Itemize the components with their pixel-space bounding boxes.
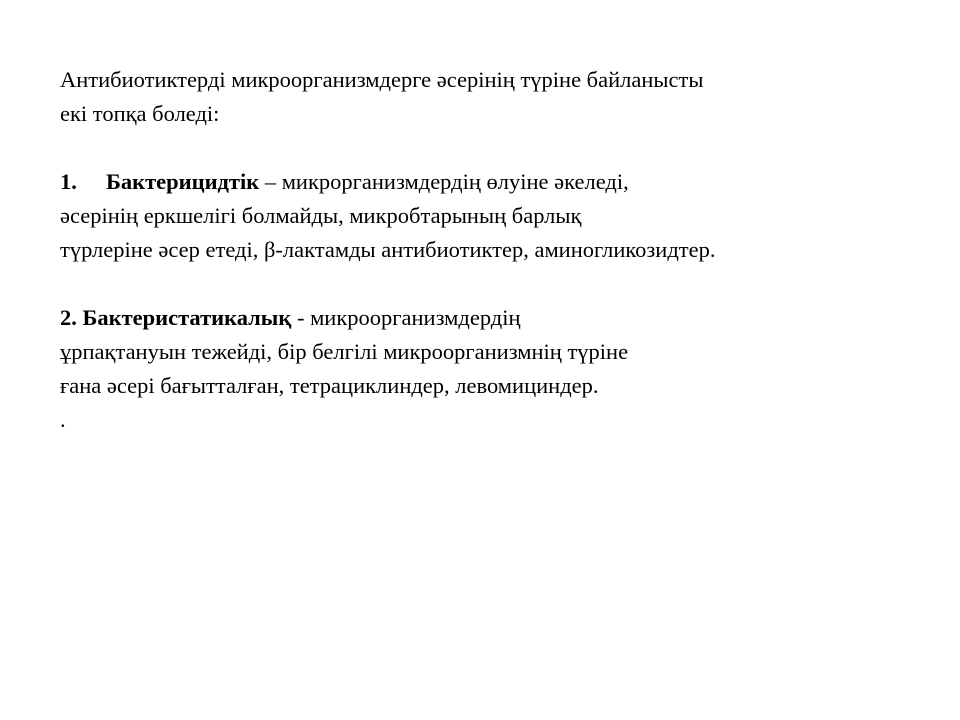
item1-rest: – микрорганизмдердің өлуіне әкеледі,	[259, 169, 629, 194]
intro-line-2: екі топқа боледі:	[60, 101, 220, 126]
item1-line-2: әсерінің еркшелігі болмайды, микробтарының барлық	[60, 203, 582, 228]
intro-line-1: Антибиотиктерді микроорганизмдерге әсерінің түріне байланысты	[60, 67, 704, 92]
item1-line-3: түрлеріне әсер етеді, β-лактамды антибиотиктер, аминогликозидтер.	[60, 237, 716, 262]
item2-line-1	[60, 301, 920, 335]
item1-number: 1.	[60, 169, 77, 194]
item2-line-2: ұрпақтануын тежейді, бір белгілі микроорганизмнің түріне	[60, 339, 629, 364]
item2-rest: - микроорганизмдердің	[291, 305, 521, 330]
blank-line	[60, 267, 920, 301]
item2-line-3: ғана әсері бағытталған, тетрациклиндер, левомициндер.	[60, 373, 599, 398]
trailing-dot: .	[60, 407, 66, 432]
item2-term: 2. Бактеристатикалық	[60, 305, 292, 330]
slide-text	[60, 63, 920, 437]
blank-line	[60, 131, 920, 165]
item1-term: Бактерицидтік	[106, 169, 260, 194]
item1-line-1	[60, 165, 920, 199]
